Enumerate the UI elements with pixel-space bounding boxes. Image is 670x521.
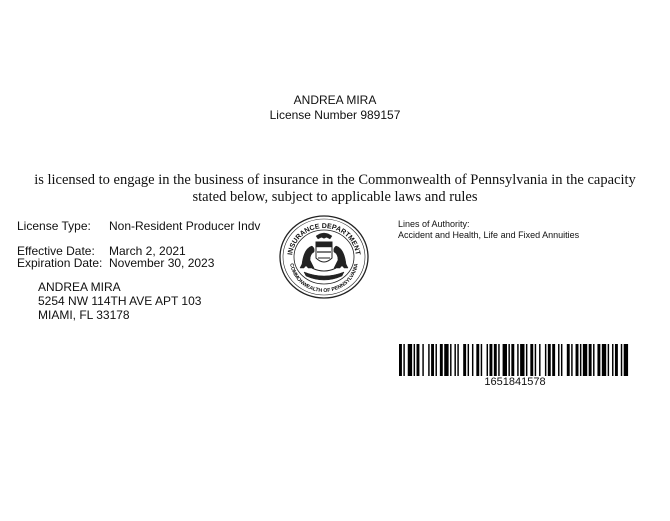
barcode-bar: [431, 344, 434, 376]
barcode-bar: [481, 344, 482, 376]
barcode-bar: [498, 344, 499, 376]
barcode-bar: [589, 344, 592, 376]
address-city-state-zip: MIAMI, FL 33178: [38, 308, 130, 322]
barcode-bar: [602, 344, 606, 376]
barcode-bar: [517, 344, 518, 376]
barcode-bar: [508, 344, 509, 376]
barcode-bar: [403, 344, 404, 376]
barcode-bar: [545, 344, 546, 376]
barcode-bar: [583, 344, 587, 376]
address-street: 5254 NW 114TH AVE APT 103: [38, 294, 202, 308]
barcode: [399, 344, 631, 376]
seal-top-text: INSURANCE DEPARTMENT: [287, 222, 361, 256]
barcode-bar: [608, 344, 609, 376]
expiration-date-value: November 30, 2023: [109, 256, 215, 270]
barcode-bar: [552, 344, 555, 376]
barcode-bar: [580, 344, 581, 376]
barcode-bar: [597, 344, 600, 376]
lines-of-authority-title: Lines of Authority:: [398, 219, 470, 229]
barcode-bar: [576, 344, 579, 376]
barcode-bar: [615, 344, 618, 376]
barcode-bar: [624, 344, 628, 376]
barcode-bar: [414, 344, 415, 376]
barcode-bar: [503, 344, 507, 376]
barcode-bar: [511, 344, 514, 376]
statement-line-1: is licensed to engage in the business of insurance in the Commonwealth of Pennsylvania in the capacity: [34, 172, 636, 188]
statement-line-2: stated below, subject to applicable laws and rules: [192, 189, 478, 205]
barcode-bar: [526, 344, 527, 376]
barcode-bar: [463, 344, 466, 376]
barcode-bar: [399, 344, 402, 376]
barcode-bar: [621, 344, 622, 376]
barcode-bar: [494, 344, 497, 376]
license-type-value: Non-Resident Producer Indv: [109, 219, 261, 233]
barcode-bar: [567, 344, 570, 376]
address-name: ANDREA MIRA: [38, 280, 121, 294]
barcode-bar: [539, 344, 540, 376]
lines-of-authority-value: Accident and Health, Life and Fixed Annuities: [398, 230, 580, 240]
barcode-bar: [472, 344, 473, 376]
barcode-bar: [454, 344, 455, 376]
barcode-bar: [444, 344, 448, 376]
barcode-bar: [612, 344, 613, 376]
barcode-number: 1651841578: [484, 376, 546, 388]
barcode-bar: [487, 344, 488, 376]
barcode-bar: [561, 344, 562, 376]
expiration-date-label: Expiration Date:: [17, 256, 103, 270]
barcode-bar: [440, 344, 443, 376]
barcode-bar: [476, 344, 479, 376]
barcode-bar: [530, 344, 533, 376]
effective-date-value: March 2, 2021: [109, 244, 186, 258]
barcode-bar: [408, 344, 412, 376]
license-type-label: License Type:: [17, 219, 91, 233]
effective-date-label: Effective Date:: [17, 244, 95, 258]
barcode-bar: [457, 344, 458, 376]
license-number: License Number 989157: [269, 108, 401, 122]
barcode-bar: [548, 344, 551, 376]
barcode-bar: [520, 344, 524, 376]
barcode-bar: [435, 344, 436, 376]
seal-bottom-text: COMMONWEALTH OF PENNSYLVANIA: [288, 262, 360, 295]
barcode-bar: [535, 344, 536, 376]
barcode-bar: [489, 344, 492, 376]
barcode-bar: [571, 344, 572, 376]
holder-name: ANDREA MIRA: [293, 93, 377, 107]
barcode-bar: [593, 344, 594, 376]
state-seal-icon: [278, 214, 370, 300]
barcode-bar: [422, 344, 423, 376]
barcode-bar: [428, 344, 429, 376]
barcode-bar: [468, 344, 469, 376]
barcode-bar: [558, 344, 559, 376]
barcode-bar: [417, 344, 420, 376]
license-statement: [0, 172, 670, 206]
barcode-bar: [450, 344, 451, 376]
